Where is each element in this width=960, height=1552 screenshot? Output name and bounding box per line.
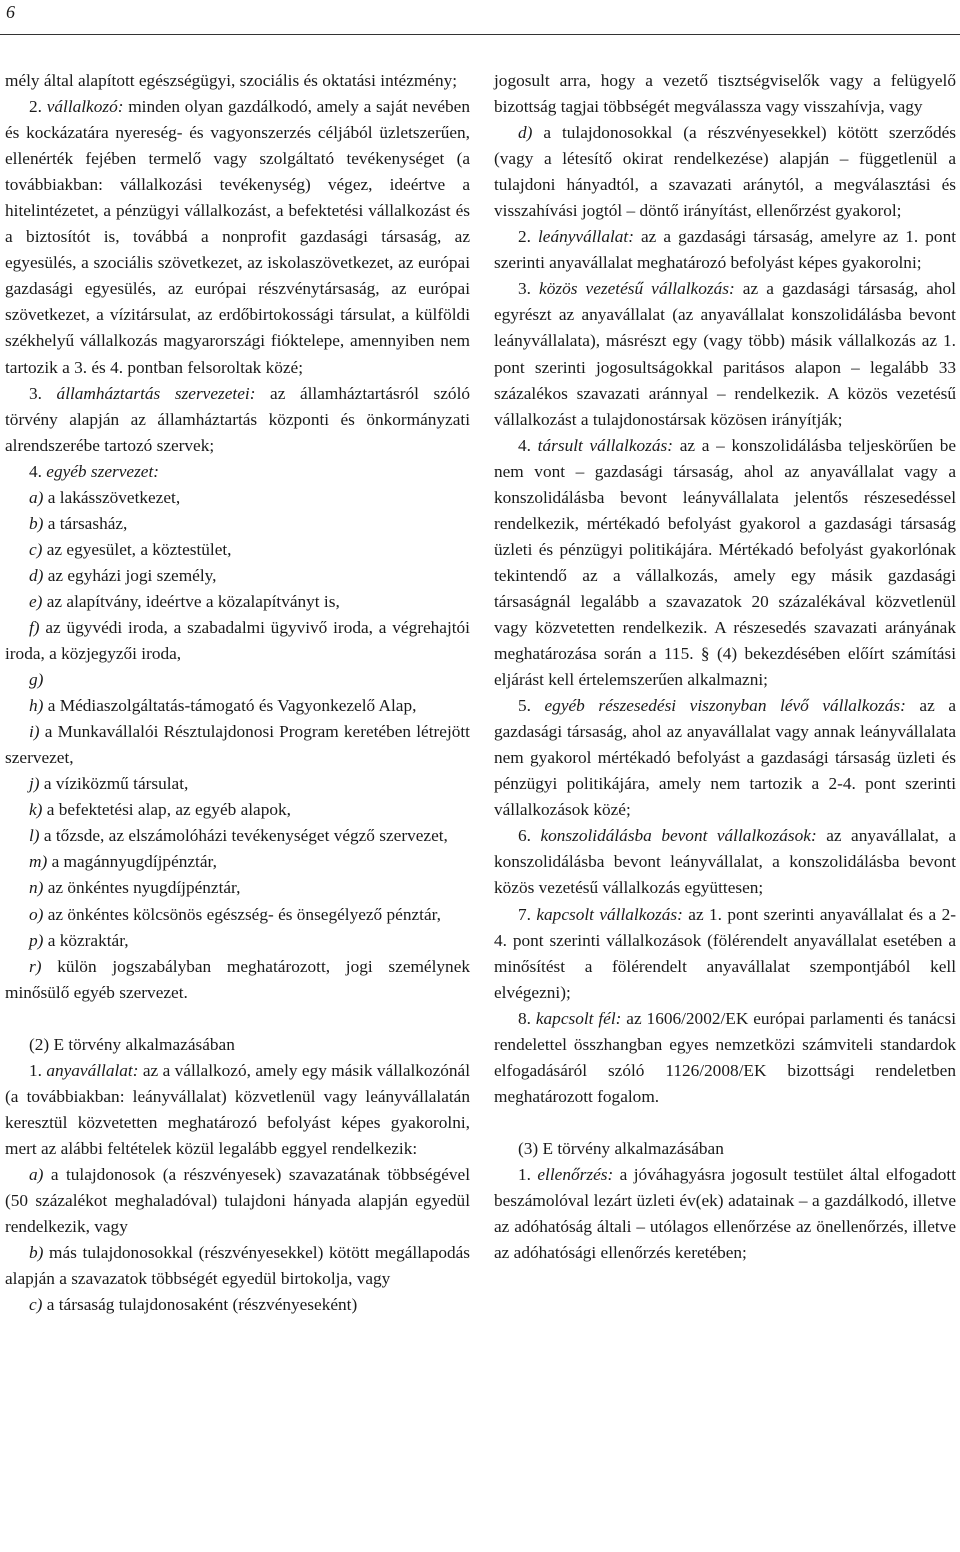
paragraph (494, 276, 956, 432)
paragraph (494, 433, 956, 693)
italic-term: g) (29, 670, 44, 690)
italic-term: m) (29, 852, 48, 872)
text-run: 1. (518, 1164, 538, 1184)
italic-term: egyéb szervezet: (46, 461, 160, 481)
italic-term: a) (29, 487, 44, 507)
paragraph-gap (5, 1006, 470, 1032)
italic-term: o) (29, 904, 44, 924)
italic-term: f) (29, 617, 40, 637)
paragraph (5, 719, 470, 771)
italic-term: egyéb részesedési viszonyban lévő vállalkozás: (544, 696, 906, 716)
text-run: az a gazdasági társaság, amelyre az 1. pont szerinti anyavállalat meghatározó befolyást képes gyakorolni; (494, 227, 957, 273)
paragraph (494, 1136, 956, 1162)
paragraph (5, 459, 470, 485)
text-run: 1. (29, 1060, 47, 1080)
italic-term: konszolidálásba bevont vállalkozások: (540, 826, 817, 846)
italic-term: társult vállalkozás: (537, 435, 674, 455)
italic-term: c) (29, 1295, 43, 1315)
text-run: 3. (29, 383, 57, 403)
italic-term: közös vezetésű vállalkozás: (539, 279, 735, 299)
italic-term: i) (29, 722, 40, 742)
text-run: a jóváhagyásra jogosult testület által elfogadott beszámolóval lezárt üzleti év(ek) adatainak – a gazdálkodó, illetve az adóhatóság általi – utólagos ellenőrzése az önellenőrzés, illetve az adóhatósági ellenőrzés keretében; (494, 1164, 957, 1263)
text-run: mély által alapított egészségügyi, szociális és oktatási intézmény; (5, 71, 458, 90)
paragraph (5, 615, 470, 667)
text-run: (3) E törvény alkalmazásában (518, 1138, 724, 1158)
paragraph (5, 875, 470, 901)
paragraph (5, 771, 470, 797)
text-run: a befektetési alap, az egyéb alapok, (42, 800, 291, 820)
text-run: a Médiaszolgáltatás-támogató és Vagyonkezelő Alap, (43, 696, 417, 716)
text-run: külön jogszabályban meghatározott, jogi személynek minősülő egyéb szervezet. (5, 956, 470, 1002)
italic-term: d) (518, 123, 533, 143)
italic-term: e) (29, 591, 43, 611)
text-run: az anyavállalat, a konszolidálásba bevont leányvállalat, a konszolidálásba bevont közös vezetésű vállalkozás együttesen; (494, 826, 956, 898)
text-run: az a gazdasági társaság, ahol egyrészt az anyavállalat (az anyavállalat konszolidálásba bevont leányvállalata), másrészt egy (vagy több) másik vállalkozás az 1. pont szerinti jogosultságokkal paritásos alapon – legalább 33 százalékos szavazati aránnyal – rendelkezik. A közös vezetésű vállalkozást a tulajdonostársak közösen irányítják; (494, 279, 956, 429)
text-run: a víziközmű társulat, (39, 774, 189, 794)
text-run: 7. (518, 904, 537, 924)
paragraph (5, 563, 470, 589)
text-run: az alapítvány, ideértve a közalapítványt is, (42, 591, 340, 611)
text-run: minden olyan gazdálkodó, amely a saját nevében és kockázatára nyereség- és vagyonszerzés céljából üzletszerűen, ellenérték fejében termelő vagy szolgáltató tevékenységet (a továbbiakban: vállalkozási tevékenység) végez, ideértve a hitelintézetet, a pénzügyi vállalkozást, a befektetési vállalkozást és a biztosítót is, továbbá a nonprofit gazdasági társaság, az egyesülés, a szociális szövetkezet, az iskolaszövetkezet, az európai gazdasági egyesülés, az európai részvénytársaság, az európai szövetkezet, a vízitársulat, az erdőbirtokossági társulat, a külföldi székhelyű vállalkozás magyarországi fióktelepe, amennyiben nem tartozik a 3. és 4. pontban felsoroltak közé; (5, 97, 470, 377)
left-column (5, 68, 470, 1318)
text-run: 3. (518, 279, 540, 299)
text-run: az ügyvédi iroda, a szabadalmi ügyvivő iroda, a végrehajtói iroda, a közjegyzői iroda, (5, 617, 470, 664)
italic-term: a) (29, 1164, 44, 1184)
paragraph (5, 954, 470, 1006)
text-run: az egyházi jogi személy, (43, 565, 217, 585)
paragraph (5, 511, 470, 537)
text-run: az 1. pont szerinti anyavállalat és a 2-4. pont szerinti vállalkozások (fölérendelt anyavállalat esetében a minősítést a fölérendelt anyavállalat szempontjából kell elvégezni); (494, 904, 956, 1002)
paragraph (5, 1032, 470, 1058)
text-run: az államháztartásról szóló törvény alapján az államháztartás központi és önkormányzati alrendszerébe tartozó szervek; (5, 383, 471, 455)
italic-term: k) (29, 800, 43, 820)
paragraph (5, 823, 470, 849)
paragraph (494, 693, 956, 823)
paragraph (5, 667, 470, 693)
text-run: a közraktár, (43, 930, 129, 950)
paragraph (5, 902, 470, 928)
italic-term: p) (29, 930, 44, 950)
text-run: jogosult arra, hogy a vezető tisztségviselők vagy a felügyelő bizottság tagjai többségét megválassza vagy visszahívja, vagy (494, 71, 956, 117)
italic-term: d) (29, 565, 44, 585)
italic-term: leányvállalat: (538, 227, 634, 247)
paragraph (5, 1058, 470, 1162)
paragraph (494, 902, 956, 1006)
header-rule (0, 34, 960, 35)
italic-term: államháztartás szervezetei: (56, 383, 256, 403)
text-run: (2) E törvény alkalmazásában (29, 1034, 235, 1054)
text-run: 2. (518, 227, 538, 247)
paragraph (5, 1292, 470, 1318)
text-run: a Munkavállalói Résztulajdonosi Program keretében létrejött szervezet, (5, 722, 470, 768)
italic-term: b) (29, 513, 44, 533)
paragraph (5, 849, 470, 875)
italic-term: j) (29, 774, 40, 794)
page-number: 6 (6, 2, 15, 22)
text-run: 8. (518, 1008, 536, 1028)
italic-term: b) (29, 1243, 44, 1263)
text-run: az 1606/2002/EK európai parlamenti és tanácsi rendelettel összhangban egyes nemzetközi számviteli standardok elfogadásáról szóló 1126/2008/EK bizottsági rendeletben meghatározott fogalom. (494, 1008, 956, 1106)
text-run: a társaság tulajdonosaként (részvényeseként) (42, 1295, 358, 1315)
text-run: a tőzsde, az elszámolóházi tevékenységet végző szervezet, (39, 826, 448, 846)
italic-term: anyavállalat: (46, 1060, 139, 1080)
paragraph (494, 1162, 956, 1266)
paragraph-gap (494, 1110, 956, 1136)
paragraph (5, 589, 470, 615)
paragraph (5, 68, 470, 94)
text-run: a lakásszövetkezet, (43, 487, 181, 507)
italic-term: r) (29, 956, 42, 976)
text-run: az a gazdasági társaság, ahol az anyavállalat vagy annak leányvállalata nem gyakorol mértékadó befolyást a gazdasági társaság üzleti és pénzügyi politikájára, amely nem tartozik a 2-4. pont szerinti vállalkozások közé; (494, 696, 956, 820)
text-run: 2. (29, 97, 47, 117)
paragraph (494, 823, 956, 901)
italic-term: kapcsolt fél: (535, 1008, 622, 1028)
italic-term: c) (29, 539, 43, 559)
italic-term: n) (29, 878, 44, 898)
italic-term: ellenőrzés: (537, 1164, 614, 1184)
text-run: 5. (518, 696, 545, 716)
paragraph (5, 928, 470, 954)
right-column (494, 68, 956, 1266)
italic-term: kapcsolt vállalkozás: (536, 904, 683, 924)
paragraph (494, 224, 956, 276)
text-run: a tulajdonosok (a részvényesek) szavazatának többségével (50 százalékot meghaladóval) tulajdoni hányada alapján egyedül rendelkezik, vagy (5, 1164, 470, 1237)
paragraph (494, 1006, 956, 1110)
italic-term: vállalkozó: (46, 97, 124, 117)
paragraph (494, 120, 956, 224)
text-run: a társasház, (43, 513, 128, 533)
paragraph (5, 693, 470, 719)
paragraph (5, 1162, 470, 1240)
text-run: más tulajdonosokkal (részvényesekkel) kötött megállapodás alapján a szavazatok többségét egyedül birtokolja, vagy (5, 1243, 470, 1289)
paragraph (5, 381, 470, 459)
paragraph (5, 485, 470, 511)
text-run: a tulajdonosokkal (a részvényesekkel) kötött szerződés (vagy a létesítő okirat rendelkezése) alapján – függetlenül a tulajdoni hányadtól, a szavazati aránytól, a megválasztási és visszahívási jogtól – döntő irányítást, ellenőrzést gyakorol; (494, 123, 956, 221)
italic-term: h) (29, 696, 44, 716)
text-run: az önkéntes nyugdíjpénztár, (43, 878, 241, 898)
text-run: az a vállalkozó, amely egy másik vállalkozónál (a továbbiakban: leányvállalat) közvetlenül vagy leányvállalatán keresztül közvetetten meghatározó befolyást képes gyakorolni, mert az alábbi feltételek közül legalább eggyel rendelkezik: (5, 1060, 470, 1158)
text-run: az önkéntes kölcsönös egészség- és önsegélyező pénztár, (43, 904, 441, 924)
text-run: 4. (29, 461, 47, 481)
text-run: az egyesület, a köztestület, (42, 539, 232, 559)
paragraph (494, 68, 956, 120)
paragraph (5, 537, 470, 563)
text-run: az a – konszolidálásba teljeskörűen be nem vont – gazdasági társaság, ahol az anyavállalat vagy a konszolidálásba bevont leányvállalata jelentős részesedéssel rendelkezik, mértékadó befolyást gyakorol a gazdasági társaság üzleti és pénzügyi politikájára. Mértékadó befolyást gyakorlónak tekintendő az a vállalkozás, amely egy másik gazdasági társaságnál legalább a szavazatok 20 százalékával közvetlenül vagy közvetetten rendelkezik. A részesedés szavazati arányának meghatározása során a 115. § (4) bekezdésében előírt számítási eljárást kell értelemszerűen alkalmazni; (494, 435, 957, 690)
paragraph (5, 1240, 470, 1292)
text-run: a magánnyugdíjpénztár, (47, 852, 217, 872)
italic-term: l) (29, 826, 40, 846)
paragraph (5, 797, 470, 823)
paragraph (5, 94, 470, 381)
text-run: 6. (518, 826, 541, 846)
text-run: 4. (518, 435, 538, 455)
